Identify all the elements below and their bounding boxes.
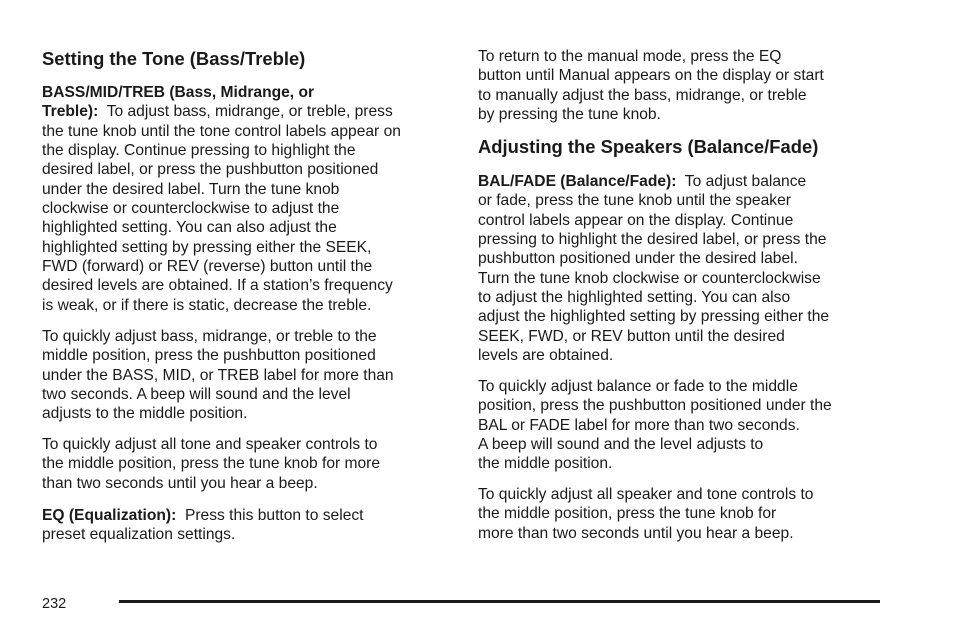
text-line: to manually adjust the bass, midrange, or treble (478, 86, 807, 104)
text-line: SEEK, FWD, or REV button until the desired (478, 327, 785, 345)
text-line: pressing to highlight the desired label, or press the (478, 231, 827, 249)
paragraph-bal-fade (478, 172, 829, 365)
text-line (478, 172, 829, 191)
text-line: desired label, or press the pushbutton positioned (42, 161, 379, 179)
text-fragment: To adjust balance (676, 173, 807, 190)
text-line: levels are obtained. (478, 347, 614, 365)
paragraph-quick-adjust-speakers (478, 485, 813, 543)
text-line: adjusts to the middle position. (42, 405, 248, 423)
text-line: button until Manual appears on the display or start (478, 67, 824, 85)
text-line: A beep will sound and the level adjusts to (478, 436, 764, 454)
text-line: To return to the manual mode, press the EQ (478, 48, 782, 65)
text-line: FWD (forward) or REV (reverse) button until the (42, 258, 373, 276)
text-line: highlighted setting by pressing either the SEEK, (42, 238, 372, 256)
text-line: pushbutton positioned under the desired label. (478, 250, 798, 268)
paragraph-quick-adjust-balance (478, 377, 832, 474)
text-line: the display. Continue pressing to highlight the (42, 142, 356, 160)
text-line: position, press the pushbutton positioned under the (478, 397, 832, 415)
text-line: the middle position. (478, 455, 613, 473)
paragraph-eq (42, 506, 364, 545)
text-line: To quickly adjust bass, midrange, or treble to the (42, 328, 377, 345)
term-bass-mid-treb-line2: Treble): (42, 103, 99, 121)
text-line (42, 102, 401, 121)
text-line: the tune knob until the tone control labels appear on (42, 122, 401, 140)
text-line: clockwise or counterclockwise to adjust the (42, 200, 340, 218)
text-line: control labels appear on the display. Continue (478, 211, 794, 229)
text-line: the middle position, press the tune knob for (478, 505, 777, 523)
text-line: than two seconds until you hear a beep. (42, 474, 318, 492)
footer-rule (119, 600, 880, 603)
paragraph-return-manual (478, 47, 824, 124)
text-line: To quickly adjust all speaker and tone controls to (478, 486, 814, 503)
text-line: middle position, press the pushbutton positioned (42, 347, 376, 365)
text-line: two seconds. A beep will sound and the level (42, 386, 351, 404)
text-line: to adjust the highlighted setting. You can also (478, 289, 791, 307)
text-line: preset equalization settings. (42, 526, 236, 544)
text-fragment: Press this button to select (176, 507, 364, 524)
page-number: 232 (42, 596, 67, 612)
text-line: adjust the highlighted setting by pressing either the (478, 308, 830, 326)
text-line: desired levels are obtained. If a station’s frequency (42, 277, 393, 295)
text-line: is weak, or if there is static, decrease the treble. (42, 296, 372, 314)
text-line: To quickly adjust balance or fade to the middle (478, 378, 798, 395)
text-line: Turn the tune knob clockwise or counterclockwise (478, 269, 821, 287)
section-heading-tone: Setting the Tone (Bass/Treble) (42, 48, 306, 69)
text-line (42, 506, 364, 525)
term-eq: EQ (Equalization): (42, 507, 177, 524)
text-fragment: To adjust bass, midrange, or treble, press (98, 103, 393, 121)
text-line: under the desired label. Turn the tune knob (42, 180, 340, 198)
text-line: To quickly adjust all tone and speaker controls to (42, 436, 378, 453)
text-line: or fade, press the tune knob until the speaker (478, 192, 791, 210)
term-bass-mid-treb-line1: BASS/MID/TREB (Bass, Midrange, or (42, 84, 315, 101)
text-line: BAL or FADE label for more than two seconds. (478, 416, 800, 434)
term-bal-fade: BAL/FADE (Balance/Fade): (478, 173, 677, 190)
section-heading-speakers: Adjusting the Speakers (Balance/Fade) (478, 136, 819, 157)
paragraph-bass-mid-treb (42, 83, 401, 315)
text-line: more than two seconds until you hear a beep. (478, 524, 794, 542)
text-line: the middle position, press the tune knob for more (42, 455, 381, 473)
paragraph-quick-adjust-all (42, 435, 380, 493)
paragraph-quick-adjust-tone (42, 327, 394, 424)
text-line: by pressing the tune knob. (478, 106, 661, 124)
text-line: highlighted setting. You can also adjust the (42, 219, 337, 237)
text-line: under the BASS, MID, or TREB label for more than (42, 366, 394, 384)
